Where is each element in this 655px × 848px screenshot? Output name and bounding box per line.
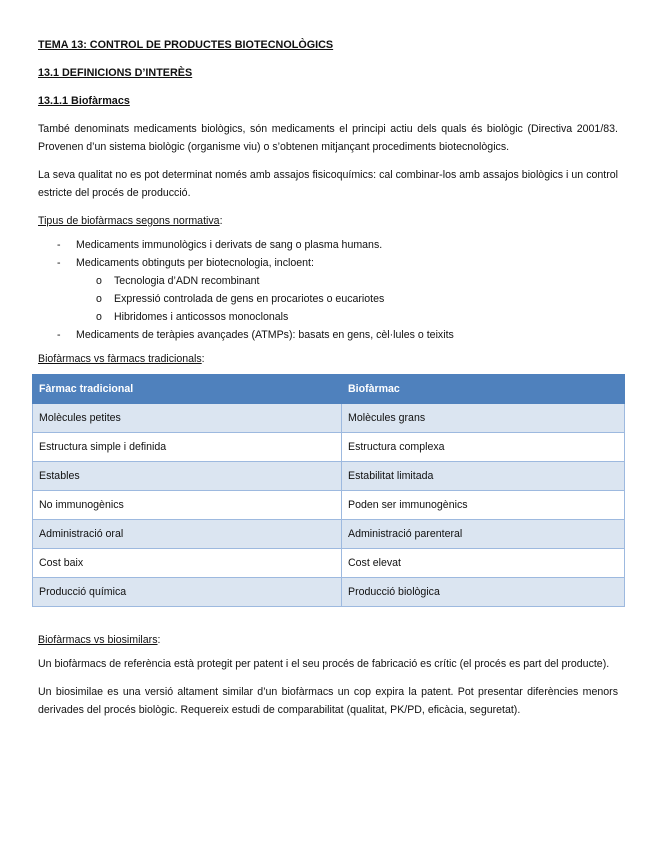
list-item — [38, 236, 618, 254]
dash-bullet: - — [57, 239, 61, 251]
table-row — [33, 491, 625, 520]
table-cell: Producció biològica — [342, 578, 625, 607]
table-cell: Estructura simple i definida — [33, 433, 342, 462]
types-lead — [38, 212, 618, 230]
biosimilar-paragraph: Un biosimilae es una versió altament similar d’un biofàrmacs un cop expira la patent. Pot presentar diferències menors derivades del procés biològic. Requereix estudi de comparabilitat (qualitat, PK/PD, eficàcia, seguretat). — [38, 686, 618, 716]
compare-lead — [38, 350, 618, 368]
list-item-text: Medicaments immunològics i derivats de sang o plasma humans. — [76, 239, 383, 251]
comparison-table — [32, 374, 625, 607]
sublist-item — [76, 272, 618, 290]
definition-paragraph: També denominats medicaments biològics, són medicaments el principi actiu dels quals és biològic (Directiva 2001/83. Provenen d’un sistema biològic (organisme viu) o s’obtenen mitjançant procediments biotecnològics. — [38, 123, 618, 153]
sublist-item — [76, 290, 618, 308]
types-lead-text: Tipus de biofàrmacs segons normativa — [38, 215, 220, 227]
types-list — [38, 236, 618, 344]
list-item — [38, 254, 618, 326]
biosimilar-lead-text: Biofàrmacs vs biosimilars — [38, 634, 158, 646]
table-header-traditional: Fàrmac tradicional — [33, 375, 342, 404]
reference-paragraph: Un biofàrmacs de referència està protegit per patent i el seu procés de fabricació es crític (el procés es part del producte). — [38, 658, 610, 670]
dash-bullet: - — [57, 257, 61, 269]
table-row — [33, 462, 625, 491]
table-cell: Estables — [33, 462, 342, 491]
table-cell: Administració parenteral — [342, 520, 625, 549]
dash-bullet: - — [57, 329, 61, 341]
circle-bullet: o — [96, 275, 102, 287]
sublist-item — [76, 308, 618, 326]
biosimilar-lead-colon: : — [157, 634, 161, 646]
quality-paragraph: La seva qualitat no es pot determinat només amb assajos fisicoquímics: cal combinar-los amb assajos biològics i un control estricte del procés de producció. — [38, 169, 618, 199]
list-item-text: Medicaments obtinguts per biotecnologia, incloent: — [76, 257, 314, 269]
table-row — [33, 578, 625, 607]
document-title: TEMA 13: CONTROL DE PRODUCTES BIOTECNOLÒGICS — [38, 39, 334, 51]
table-row — [33, 433, 625, 462]
table-cell: Producció química — [33, 578, 342, 607]
circle-bullet: o — [96, 293, 102, 305]
sublist-item-text: Expressió controlada de gens en procariotes o eucariotes — [114, 293, 385, 305]
table-header-row — [33, 375, 625, 404]
circle-bullet: o — [96, 311, 102, 323]
subsection-heading: 13.1.1 Biofàrmacs — [38, 95, 130, 107]
document-page — [38, 36, 618, 729]
biotech-sublist — [76, 272, 618, 326]
table-cell: No immunogènics — [33, 491, 342, 520]
table-row — [33, 520, 625, 549]
compare-lead-colon: : — [201, 353, 205, 365]
sublist-item-text: Hibridomes i anticossos monoclonals — [114, 311, 289, 323]
table-cell: Cost elevat — [342, 549, 625, 578]
list-item — [38, 326, 618, 344]
table-cell: Estabilitat limitada — [342, 462, 625, 491]
section-heading: 13.1 DEFINICIONS D’INTERÈS — [38, 67, 193, 79]
sublist-item-text: Tecnologia d’ADN recombinant — [114, 275, 260, 287]
table-row — [33, 549, 625, 578]
table-cell: Molècules grans — [342, 404, 625, 433]
table-cell: Administració oral — [33, 520, 342, 549]
table-row — [33, 404, 625, 433]
list-item-text: Medicaments de teràpies avançades (ATMPs): basats en gens, cèl·lules o teixits — [76, 329, 454, 341]
compare-lead-text: Biofàrmacs vs fàrmacs tradicionals — [38, 353, 202, 365]
table-header-biopharma: Biofàrmac — [342, 375, 625, 404]
table-cell: Estructura complexa — [342, 433, 625, 462]
biosimilar-lead — [38, 631, 618, 649]
types-lead-colon: : — [219, 215, 223, 227]
table-cell: Poden ser immunogènics — [342, 491, 625, 520]
table-cell: Cost baix — [33, 549, 342, 578]
table-cell: Molècules petites — [33, 404, 342, 433]
